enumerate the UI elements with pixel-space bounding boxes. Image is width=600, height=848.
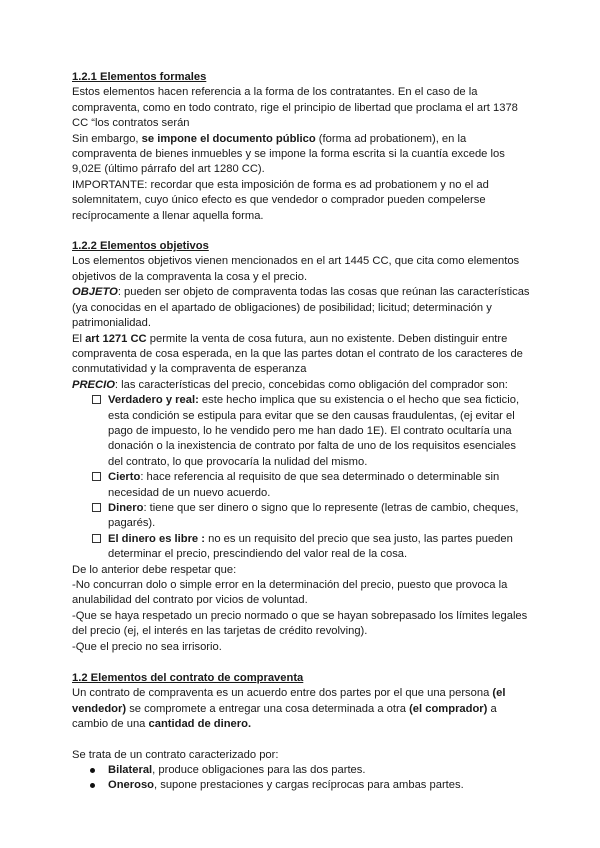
paragraph-objeto: OBJETO: pueden ser objeto de compraventa todas las cosas que reúnan las características (ya conocidas en el apartado de obligaciones) de posibilidad; licitud; determinación y patrimonialidad. [72,286,530,330]
list-item: Bilateral, produce obligaciones para las dos partes. [72,763,532,778]
paragraph: Estos elementos hacen referencia a la forma de los contratantes. En el caso de la compraventa, como en todo contrato, rige el principio de libertad que proclama el art 1378 CC “los contratos serán [72,86,518,130]
paragraph: De lo anterior debe respetar que: [72,563,237,576]
checkbox-icon[interactable] [92,472,101,481]
characteristics-list [72,763,532,794]
heading-elementos-contrato: 1.2 Elementos del contrato de compraventa [72,672,304,685]
list-item: Dinero: tiene que ser dinero o signo que lo represente (letras de cambio, cheques, pagarés). [72,501,532,532]
bullet-icon [90,768,95,773]
price-checklist [72,393,532,562]
paragraph: -No concurran dolo o simple error en la determinación del precio, puesto que provoca la anulabilidad del contrato por vicios de voluntad. [72,579,508,607]
heading-elementos-objetivos: 1.2.2 Elementos objetivos [72,240,209,253]
list-item: Oneroso, supone prestaciones y cargas recíprocas para ambas partes. [72,778,532,793]
paragraph: -Que se haya respetado un precio normado o que se hayan sobrepasado los límites legales del precio (ej, el interés en las tarjetas de crédito revolving). [72,609,528,638]
paragraph-definicion: Un contrato de compraventa es un acuerdo entre dos partes por el que una persona (el vendedor) se compromete a entregar una cosa determinada a otra (el comprador) a cambio de una cantidad de dinero. [72,687,506,731]
paragraph-precio: PRECIO: las características del precio, concebidas como obligación del comprador son: [72,378,508,391]
checkbox-icon[interactable] [92,395,101,404]
paragraph: -Que el precio no sea irrisorio. [72,640,222,653]
paragraph: IMPORTANTE: recordar que esta imposición de forma es ad probationem y no el ad solemnitatem, cuyo único efecto es que vendedor o comprador pueden compelerse recíprocamente a llenar aquella forma. [72,178,489,222]
paragraph: Los elementos objetivos vienen mencionados en el art 1445 CC, que cita como elementos objetivos de la compraventa la cosa y el precio. [72,255,520,283]
document-page [72,70,532,794]
list-item: Verdadero y real: este hecho implica que su existencia o el hecho que sea ficticio, esta condición se estipula para evitar que se den causas fraudulentas, (ej evitar el pago de impuesto, lo he vendido pero me han dado 1E). El contrato ocultaría una donación o la inexistencia de contrato por falta de uno de los requisitos esenciales del contrato, lo que provocaría la nulidad del mismo. [72,393,532,470]
list-item: Cierto: hace referencia al requisito de que sea determinado o determinable sin necesidad de un nuevo acuerdo. [72,470,532,501]
list-item: El dinero es libre : no es un requisito del precio que sea justo, las partes pueden determinar el precio, prescindiendo del valor real de la cosa. [72,532,532,563]
heading-elementos-formales: 1.2.1 Elementos formales [72,71,207,83]
paragraph: Se trata de un contrato caracterizado por: [72,748,279,761]
bullet-icon [90,783,95,788]
paragraph-art-1271: El art 1271 CC permite la venta de cosa futura, aun no existente. Deben distinguir entre compraventa de cosa esperada, en la que las partes dotan el contrato de los caracteres de conmutatividad y la compraventa de esperanza [72,332,523,376]
checkbox-icon[interactable] [92,503,101,512]
paragraph: Sin embargo, se impone el documento público (forma ad probationem), en la compraventa de bienes inmuebles y se impone la forma escrita si la cuantía excede los 9,02E (último párrafo del art 1280 CC). [72,132,505,176]
checkbox-icon[interactable] [92,534,101,543]
